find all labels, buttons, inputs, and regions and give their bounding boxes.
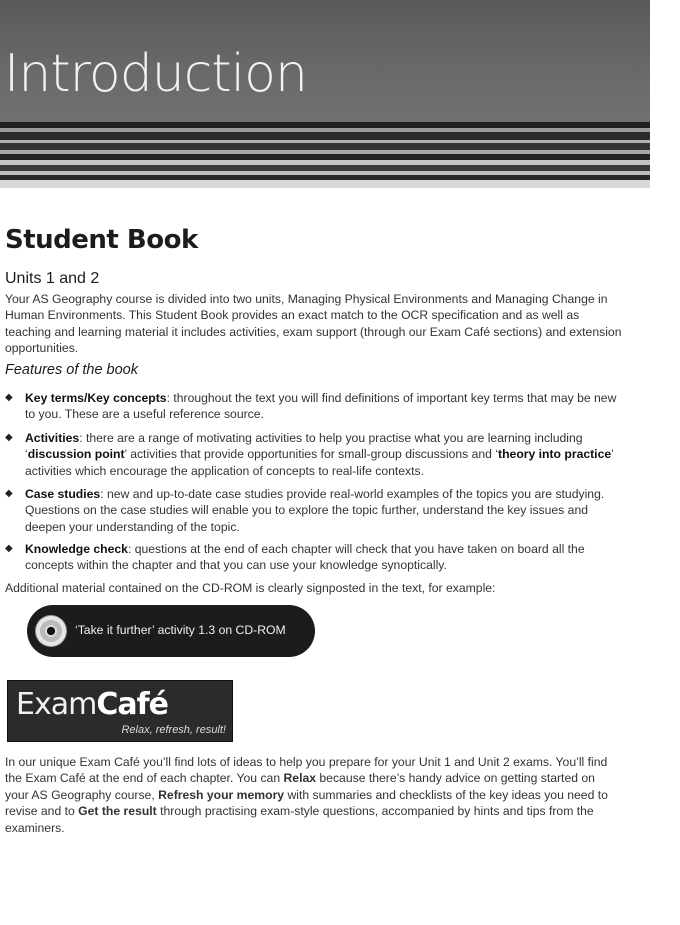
header-stripe: [0, 143, 665, 150]
intro-paragraph: Your AS Geography course is divided into two units, Managing Physical Environments and Managing Change in Human Environments. This Student Book provides an exact match to the OCR specification and as well as teaching and learning material it includes activities, exam support (through our Exam Café sections) and extension opportunities.: [5, 292, 622, 356]
feature-description: : new and up-to-date case studies provide real-world examples of the topics you are studying. Questions on the case studies will enable you to explore the topic further, understand the key issues and deepen your understanding of the topic.: [25, 487, 605, 534]
diamond-bullet-icon: ◆: [5, 543, 13, 554]
feature-keyword: theory into practice: [498, 447, 612, 462]
section-title: Student Book: [5, 225, 198, 255]
diamond-bullet-icon: ◆: [5, 392, 13, 403]
feature-term: Knowledge check: [25, 542, 128, 556]
cdrom-callout: [27, 605, 315, 657]
feature-description: ’ activities that provide opportunities for small-group discussions and ‘: [124, 447, 499, 462]
page-title: Introduction: [4, 44, 307, 104]
cdrom-intro: Additional material contained on the CD-ROM is clearly signposted in the text, for example:: [5, 581, 496, 595]
feature-description: ’ activities which encourage the application of concepts to real-life contexts.: [25, 447, 614, 478]
features-heading: Features of the book: [5, 362, 138, 378]
header-stripe: [0, 132, 665, 140]
feature-item-activities: [5, 430, 617, 479]
feature-description: : throughout the text you will find definitions of important key terms that may be new to you. These are a useful reference source.: [25, 391, 617, 422]
header-banner: [0, 0, 665, 188]
exam-cafe-logo-word: Café: [96, 687, 168, 722]
feature-term: Key terms/Key concepts: [25, 391, 167, 405]
exam-cafe-logo: [7, 680, 233, 742]
feature-item-key-terms: [5, 390, 617, 423]
exam-cafe-keyword: Relax: [283, 771, 317, 786]
exam-cafe-tagline: Relax, refresh, result!: [121, 724, 226, 736]
feature-keyword: discussion point: [27, 447, 125, 462]
cdrom-callout-label: ‘Take it further’ activity 1.3 on CD-ROM: [75, 623, 286, 637]
feature-description: : there are a range of motivating activities to help you practise what you are learning including ‘: [25, 431, 583, 462]
diamond-bullet-icon: ◆: [5, 488, 13, 499]
exam-cafe-text: through practising exam-style questions, accompanied by hints and tips from the examiners.: [5, 804, 594, 835]
exam-cafe-paragraph: [5, 754, 620, 836]
exam-cafe-text: because there’s handy advice on getting started on your AS Geography course,: [5, 771, 595, 802]
feature-description: : questions at the end of each chapter will check that you have taken on board all the concepts within the chapter and that you can use your knowledge synoptically.: [25, 542, 585, 573]
diamond-bullet-icon: ◆: [5, 432, 13, 443]
exam-cafe-keyword: Get the result: [78, 804, 157, 819]
exam-cafe-logo-word: Exam: [16, 687, 97, 722]
exam-cafe-text: In our unique Exam Café you’ll find lots of ideas to help you prepare for your Unit 1 and Unit 2 exams. You’ll find the Exam Café at the end of each chapter. You can: [5, 755, 608, 786]
feature-term: Case studies: [25, 487, 101, 501]
exam-cafe-text: with summaries and checklists of the key ideas you need to revise and to: [5, 787, 608, 819]
header-stripe: [0, 180, 665, 188]
feature-term: Activities: [25, 431, 80, 445]
units-subtitle: Units 1 and 2: [5, 270, 100, 287]
exam-cafe-keyword: Refresh your memory: [158, 787, 285, 802]
header-right-edge: [650, 0, 665, 188]
cd-disc-icon: [35, 615, 67, 647]
feature-item-case-studies: [5, 486, 617, 535]
feature-item-knowledge-check: [5, 541, 617, 574]
